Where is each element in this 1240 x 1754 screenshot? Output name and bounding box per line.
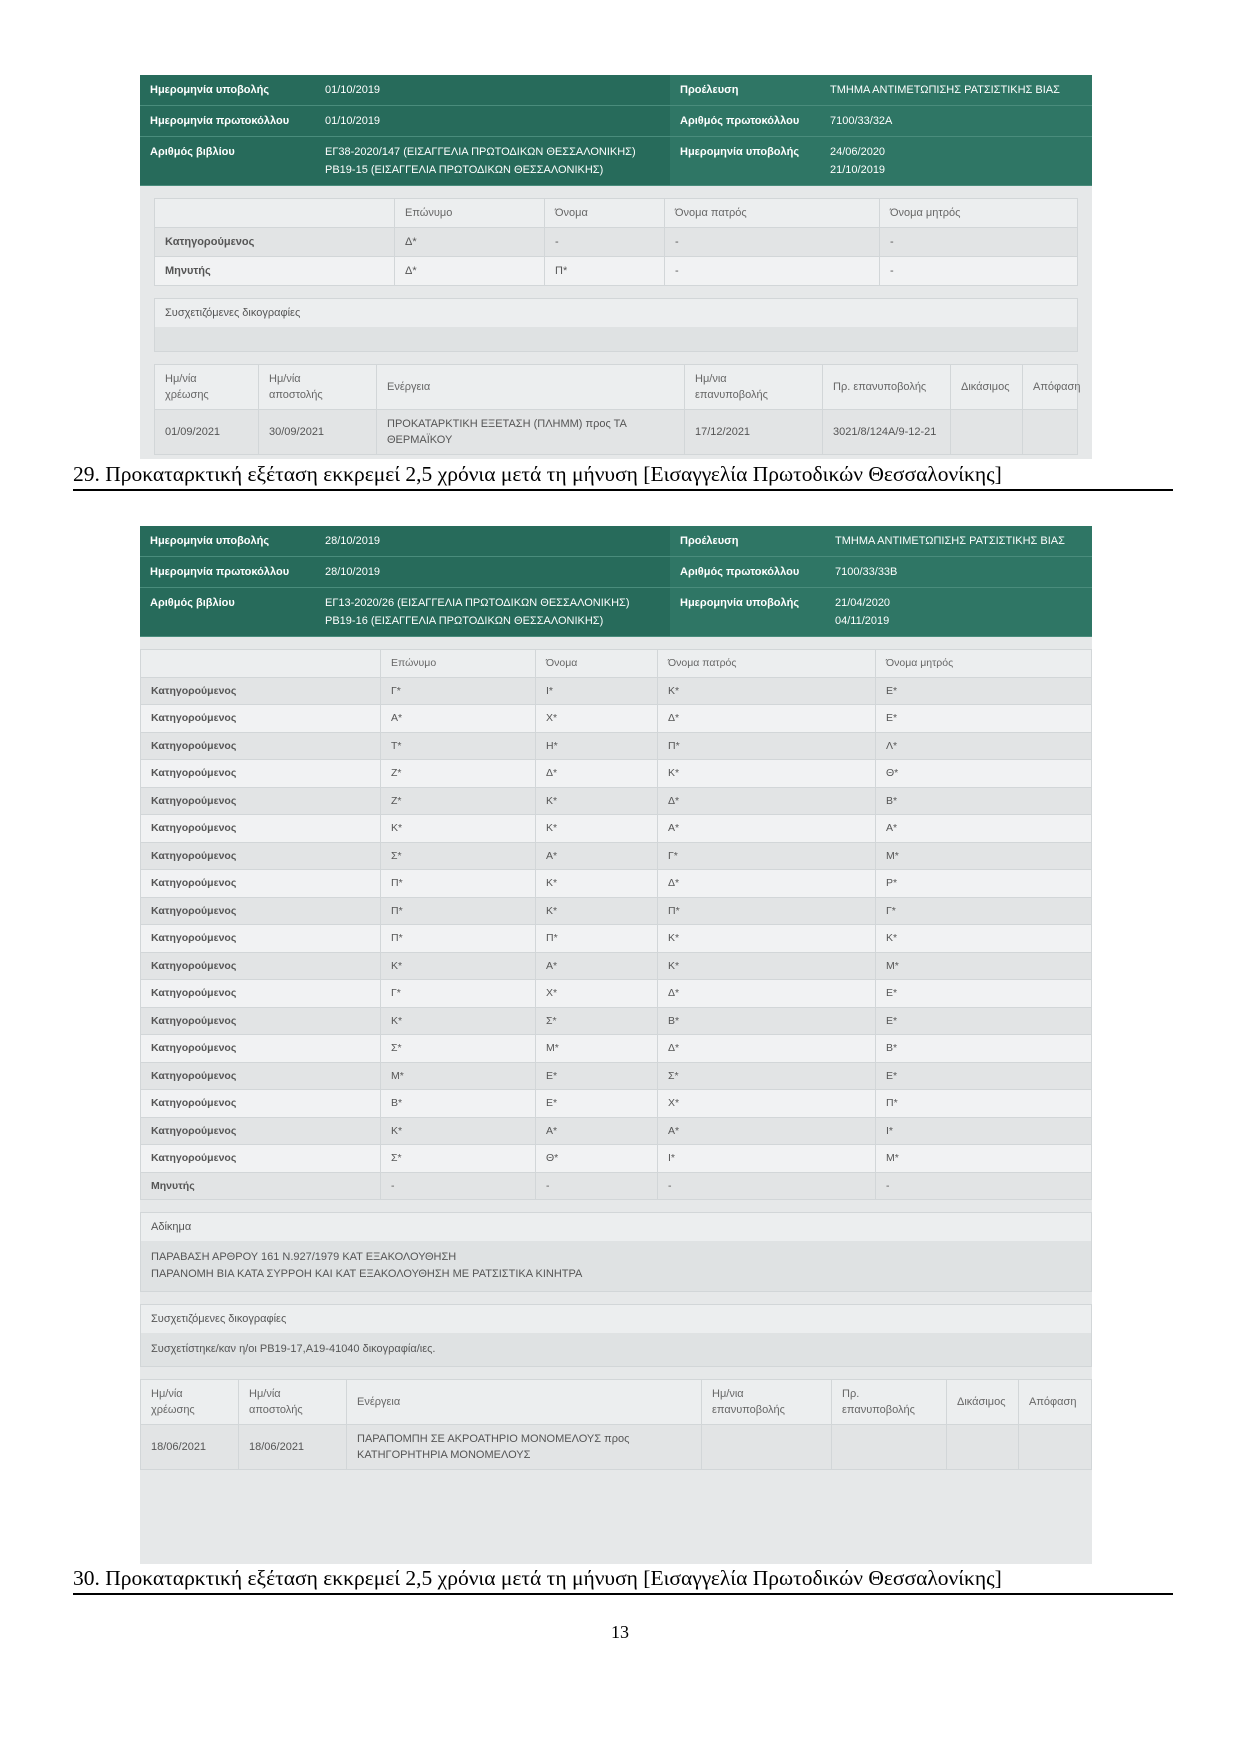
table-row xyxy=(141,980,1092,1008)
header-value: 21/04/2020 04/11/2019 xyxy=(825,588,1092,637)
table-cell: Κ* xyxy=(658,760,876,788)
column-header: Ενέργεια xyxy=(347,1380,702,1425)
column-header: Ημ/νία αποστολής xyxy=(259,365,377,410)
table-cell: ΠΑΡΑΠΟΜΠΗ ΣΕ ΑΚΡΟΑΤΗΡΙΟ ΜΟΝΟΜΕΛΟΥΣ προς ΚΑΤΗΓΟΡΗΤΗΡΙΑ ΜΟΝΟΜΕΛΟΥΣ xyxy=(347,1425,702,1470)
case-header xyxy=(140,75,1092,186)
table-cell: Κατηγορούμενος xyxy=(155,228,395,257)
table-cell: Ε* xyxy=(876,980,1092,1008)
table-cell: Μ* xyxy=(876,1145,1092,1173)
table-cell: Β* xyxy=(658,1007,876,1035)
header-label: Ημερομηνία υποβολής xyxy=(670,588,825,637)
table-cell: - xyxy=(545,228,665,257)
table-row xyxy=(141,1090,1092,1118)
column-header: Απόφαση xyxy=(1023,365,1078,410)
table-cell: Π* xyxy=(381,925,536,953)
table-cell: Κατηγορούμενος xyxy=(141,677,381,705)
table-cell: Κατηγορούμενος xyxy=(141,815,381,843)
table-header-row xyxy=(141,1380,1092,1425)
header-value: 28/10/2019 xyxy=(315,526,670,557)
header-value: 24/06/2020 21/10/2019 xyxy=(820,137,1092,186)
table-cell: Κ* xyxy=(536,870,658,898)
table-cell: - xyxy=(665,257,880,286)
header-label: Προέλευση xyxy=(670,526,825,557)
table-cell: Κ* xyxy=(658,952,876,980)
header-label: Ημερομηνία υποβολής xyxy=(140,75,315,106)
table-cell: Σ* xyxy=(381,842,536,870)
related-cases-body: Συσχετίστηκε/καν η/οι ΡΒ19-17,Α19-41040 δικογραφία/ιες. xyxy=(141,1333,1091,1366)
column-header: Ημ/νια επανυποβολής xyxy=(685,365,823,410)
table-cell: Δ* xyxy=(658,1035,876,1063)
table-cell: Α* xyxy=(536,842,658,870)
table-cell: Δ* xyxy=(658,870,876,898)
offense-body: ΠΑΡΑΒΑΣΗ ΑΡΘΡΟΥ 161 Ν.927/1979 ΚΑΤ ΕΞΑΚΟΛΟΥΘΗΣΗ ΠΑΡΑΝΟΜΗ ΒΙΑ ΚΑΤΑ ΣΥΡΡΟΗ ΚΑΙ ΚΑΤ ΕΞΑΚΟΛΟΥΘΗΣΗ ΜΕ ΡΑΤΣΙΣΤΙΚΑ ΚΙΝΗΤΡΑ xyxy=(141,1241,1091,1291)
figure-caption-30: 30. Προκαταρκτική εξέταση εκκρεμεί 2,5 χρόνια μετά τη μήνυση [Εισαγγελία Πρωτοδικών Θεσσαλονίκης] xyxy=(73,1566,1173,1595)
table-cell: Π* xyxy=(381,870,536,898)
table-cell: Κ* xyxy=(536,787,658,815)
table-cell: Ε* xyxy=(876,1007,1092,1035)
table-cell: Π* xyxy=(545,257,665,286)
header-label: Αριθμός πρωτοκόλλου xyxy=(670,106,820,137)
table-cell: Κατηγορούμενος xyxy=(141,870,381,898)
related-cases-section xyxy=(140,1304,1092,1367)
related-cases-section xyxy=(154,298,1078,352)
table-cell: Ι* xyxy=(536,677,658,705)
table-cell: Μ* xyxy=(536,1035,658,1063)
table-cell: 18/06/2021 xyxy=(239,1425,347,1470)
column-header: Όνομα xyxy=(545,199,665,228)
table-cell: 17/12/2021 xyxy=(685,410,823,455)
table-cell: Ε* xyxy=(876,705,1092,733)
persons-table xyxy=(140,649,1092,1200)
table-row xyxy=(155,257,1078,286)
table-cell: Π* xyxy=(658,732,876,760)
table-row xyxy=(141,1425,1092,1470)
table-cell: Π* xyxy=(658,897,876,925)
table-cell: - xyxy=(880,257,1078,286)
table-cell: Χ* xyxy=(536,980,658,1008)
table-cell: Δ* xyxy=(658,705,876,733)
table-row xyxy=(141,705,1092,733)
column-header xyxy=(155,199,395,228)
table-cell: Μ* xyxy=(876,952,1092,980)
table-cell: Δ* xyxy=(536,760,658,788)
table-cell: Κ* xyxy=(536,815,658,843)
header-label: Ημερομηνία πρωτοκόλλου xyxy=(140,557,315,588)
table-cell: Μ* xyxy=(381,1062,536,1090)
table-row xyxy=(141,760,1092,788)
actions-table xyxy=(140,1379,1092,1470)
table-row xyxy=(141,952,1092,980)
table-cell: Κατηγορούμενος xyxy=(141,842,381,870)
table-header-row xyxy=(155,199,1078,228)
table-cell: Ζ* xyxy=(381,787,536,815)
table-cell: Μηνυτής xyxy=(155,257,395,286)
header-label: Αριθμός βιβλίου xyxy=(140,137,315,186)
column-header xyxy=(141,650,381,678)
table-cell: Α* xyxy=(658,815,876,843)
table-cell: Ζ* xyxy=(381,760,536,788)
column-header: Πρ. επανυποβολής xyxy=(823,365,951,410)
table-cell: Σ* xyxy=(381,1145,536,1173)
table-cell: - xyxy=(536,1172,658,1200)
offense-title: Αδίκημα xyxy=(141,1213,1091,1241)
table-cell xyxy=(1023,410,1078,455)
table-cell xyxy=(1019,1425,1092,1470)
table-cell: Η* xyxy=(536,732,658,760)
table-cell: Κατηγορούμενος xyxy=(141,1062,381,1090)
header-value: 28/10/2019 xyxy=(315,557,670,588)
table-row xyxy=(141,1007,1092,1035)
table-cell: Ε* xyxy=(876,1062,1092,1090)
table-cell: Ε* xyxy=(876,677,1092,705)
column-header: Όνομα μητρός xyxy=(876,650,1092,678)
column-header: Δικάσιμος xyxy=(951,365,1023,410)
case-screenshot-30 xyxy=(140,526,1092,1564)
header-row xyxy=(140,137,1092,186)
table-cell: Μ* xyxy=(876,842,1092,870)
table-cell: Κατηγορούμενος xyxy=(141,705,381,733)
column-header: Ημ/νια επανυποβολής xyxy=(702,1380,832,1425)
table-row xyxy=(141,815,1092,843)
header-value: ΕΓ38-2020/147 (ΕΙΣΑΓΓΕΛΙΑ ΠΡΩΤΟΔΙΚΩΝ ΘΕΣΣΑΛΟΝΙΚΗΣ) ΡΒ19-15 (ΕΙΣΑΓΓΕΛΙΑ ΠΡΩΤΟΔΙΚΩΝ ΘΕΣΣΑΛΟΝΙΚΗΣ) xyxy=(315,137,670,186)
table-cell: Α* xyxy=(536,952,658,980)
table-cell: 30/09/2021 xyxy=(259,410,377,455)
header-label: Αριθμός πρωτοκόλλου xyxy=(670,557,825,588)
table-row xyxy=(141,925,1092,953)
table-row xyxy=(141,870,1092,898)
table-cell: Ε* xyxy=(536,1090,658,1118)
table-cell: Κ* xyxy=(658,677,876,705)
table-cell: Β* xyxy=(876,787,1092,815)
header-value: 01/10/2019 xyxy=(315,106,670,137)
related-cases-body xyxy=(155,327,1077,351)
table-cell xyxy=(951,410,1023,455)
table-cell: Γ* xyxy=(381,980,536,1008)
table-cell: Σ* xyxy=(536,1007,658,1035)
column-header: Ενέργεια xyxy=(377,365,685,410)
table-row xyxy=(141,787,1092,815)
table-cell: - xyxy=(658,1172,876,1200)
table-row xyxy=(141,677,1092,705)
column-header: Ημ/νία αποστολής xyxy=(239,1380,347,1425)
persons-table xyxy=(154,198,1078,286)
table-cell: Γ* xyxy=(381,677,536,705)
table-cell xyxy=(702,1425,832,1470)
table-cell xyxy=(832,1425,947,1470)
table-cell: Κ* xyxy=(381,1117,536,1145)
actions-table xyxy=(154,364,1081,455)
table-row xyxy=(141,1062,1092,1090)
column-header: Ημ/νία χρέωσης xyxy=(155,365,259,410)
table-cell: Π* xyxy=(381,897,536,925)
page-number: 13 xyxy=(611,1622,629,1642)
header-label: Αριθμός βιβλίου xyxy=(140,588,315,637)
table-cell: 3021/8/124Α/9-12-21 xyxy=(823,410,951,455)
table-cell: Κατηγορούμενος xyxy=(141,1090,381,1118)
table-cell: Κατηγορούμενος xyxy=(141,1145,381,1173)
table-cell: Λ* xyxy=(876,732,1092,760)
column-header: Δικάσιμος xyxy=(947,1380,1019,1425)
header-row xyxy=(140,75,1092,106)
header-value: 01/10/2019 xyxy=(315,75,670,106)
table-cell: Σ* xyxy=(658,1062,876,1090)
header-row xyxy=(140,526,1092,557)
table-cell: Α* xyxy=(536,1117,658,1145)
column-header: Επώνυμο xyxy=(395,199,545,228)
table-cell: Κατηγορούμενος xyxy=(141,1035,381,1063)
column-header: Όνομα μητρός xyxy=(880,199,1078,228)
table-cell: Ε* xyxy=(536,1062,658,1090)
table-cell: Κατηγορούμενος xyxy=(141,732,381,760)
column-header: Όνομα πατρός xyxy=(658,650,876,678)
table-cell: Α* xyxy=(876,815,1092,843)
header-label: Ημερομηνία πρωτοκόλλου xyxy=(140,106,315,137)
column-header: Όνομα xyxy=(536,650,658,678)
table-cell: Κ* xyxy=(876,925,1092,953)
table-cell: Α* xyxy=(381,705,536,733)
column-header: Πρ. επανυποβολής xyxy=(832,1380,947,1425)
table-cell: - xyxy=(381,1172,536,1200)
table-cell: Μηνυτής xyxy=(141,1172,381,1200)
table-cell: 01/09/2021 xyxy=(155,410,259,455)
related-cases-title: Συσχετιζόμενες δικογραφίες xyxy=(141,1305,1091,1333)
header-label: Ημερομηνία υποβολής xyxy=(670,137,820,186)
table-cell: Χ* xyxy=(658,1090,876,1118)
header-value: ΤΜΗΜΑ ΑΝΤΙΜΕΤΩΠΙΣΗΣ ΡΑΤΣΙΣΤΙΚΗΣ ΒΙΑΣ xyxy=(820,75,1092,106)
header-row xyxy=(140,106,1092,137)
table-cell: Κ* xyxy=(658,925,876,953)
header-value: ΕΓ13-2020/26 (ΕΙΣΑΓΓΕΛΙΑ ΠΡΩΤΟΔΙΚΩΝ ΘΕΣΣΑΛΟΝΙΚΗΣ) ΡΒ19-16 (ΕΙΣΑΓΓΕΛΙΑ ΠΡΩΤΟΔΙΚΩΝ ΘΕΣΣΑΛΟΝΙΚΗΣ) xyxy=(315,588,670,637)
table-cell: Θ* xyxy=(876,760,1092,788)
table-cell: Κατηγορούμενος xyxy=(141,1117,381,1145)
table-cell: Π* xyxy=(876,1090,1092,1118)
table-cell: Δ* xyxy=(658,787,876,815)
table-cell: Γ* xyxy=(658,842,876,870)
table-cell: Ι* xyxy=(658,1145,876,1173)
table-cell: Σ* xyxy=(381,1035,536,1063)
table-cell: Γ* xyxy=(876,897,1092,925)
column-header: Όνομα πατρός xyxy=(665,199,880,228)
table-cell: 18/06/2021 xyxy=(141,1425,239,1470)
column-header: Απόφαση xyxy=(1019,1380,1092,1425)
table-cell: Β* xyxy=(876,1035,1092,1063)
table-header-row xyxy=(141,650,1092,678)
case-screenshot-29 xyxy=(140,75,1092,459)
table-cell: Π* xyxy=(536,925,658,953)
table-cell: Κατηγορούμενος xyxy=(141,1007,381,1035)
table-cell: Κ* xyxy=(381,815,536,843)
table-cell: Κ* xyxy=(381,1007,536,1035)
table-row xyxy=(141,1117,1092,1145)
table-row xyxy=(141,1035,1092,1063)
table-row xyxy=(141,897,1092,925)
table-cell: Δ* xyxy=(658,980,876,1008)
header-label: Ημερομηνία υποβολής xyxy=(140,526,315,557)
table-cell: Κ* xyxy=(381,952,536,980)
table-cell: Χ* xyxy=(536,705,658,733)
table-cell: Β* xyxy=(381,1090,536,1118)
related-cases-title: Συσχετιζόμενες δικογραφίες xyxy=(155,299,1077,327)
table-cell: ΠΡΟΚΑΤΑΡΚΤΙΚΗ ΕΞΕΤΑΣΗ (ΠΛΗΜΜ) προς ΤΑ ΘΕΡΜΑΪΚΟΥ xyxy=(377,410,685,455)
table-cell: Α* xyxy=(658,1117,876,1145)
table-header-row xyxy=(155,365,1078,410)
table-cell: - xyxy=(880,228,1078,257)
table-cell: Δ* xyxy=(395,228,545,257)
table-cell: Δ* xyxy=(395,257,545,286)
header-row xyxy=(140,557,1092,588)
header-label: Προέλευση xyxy=(670,75,820,106)
table-cell: Κατηγορούμενος xyxy=(141,980,381,1008)
table-cell: Ι* xyxy=(876,1117,1092,1145)
table-row xyxy=(141,732,1092,760)
table-cell: Κατηγορούμενος xyxy=(141,787,381,815)
offense-section xyxy=(140,1212,1092,1292)
table-cell: Κ* xyxy=(536,897,658,925)
table-cell xyxy=(947,1425,1019,1470)
column-header: Ημ/νία χρέωσης xyxy=(141,1380,239,1425)
header-value: 7100/33/32Α xyxy=(820,106,1092,137)
table-cell: Κατηγορούμενος xyxy=(141,897,381,925)
header-row xyxy=(140,588,1092,637)
table-cell: - xyxy=(876,1172,1092,1200)
table-cell: Ρ* xyxy=(876,870,1092,898)
table-cell: Θ* xyxy=(536,1145,658,1173)
table-row xyxy=(155,228,1078,257)
table-cell: - xyxy=(665,228,880,257)
table-cell: Κατηγορούμενος xyxy=(141,925,381,953)
table-row xyxy=(141,1145,1092,1173)
table-cell: Κατηγορούμενος xyxy=(141,952,381,980)
table-row xyxy=(141,842,1092,870)
figure-caption-29: 29. Προκαταρκτική εξέταση εκκρεμεί 2,5 χρόνια μετά τη μήνυση [Εισαγγελία Πρωτοδικών Θεσσαλονίκης] xyxy=(73,462,1173,491)
column-header: Επώνυμο xyxy=(381,650,536,678)
header-value: 7100/33/33Β xyxy=(825,557,1092,588)
table-cell: Κατηγορούμενος xyxy=(141,760,381,788)
table-cell: Τ* xyxy=(381,732,536,760)
table-row xyxy=(141,1172,1092,1200)
case-header xyxy=(140,526,1092,637)
header-value: ΤΜΗΜΑ ΑΝΤΙΜΕΤΩΠΙΣΗΣ ΡΑΤΣΙΣΤΙΚΗΣ ΒΙΑΣ xyxy=(825,526,1092,557)
table-row xyxy=(155,410,1078,455)
